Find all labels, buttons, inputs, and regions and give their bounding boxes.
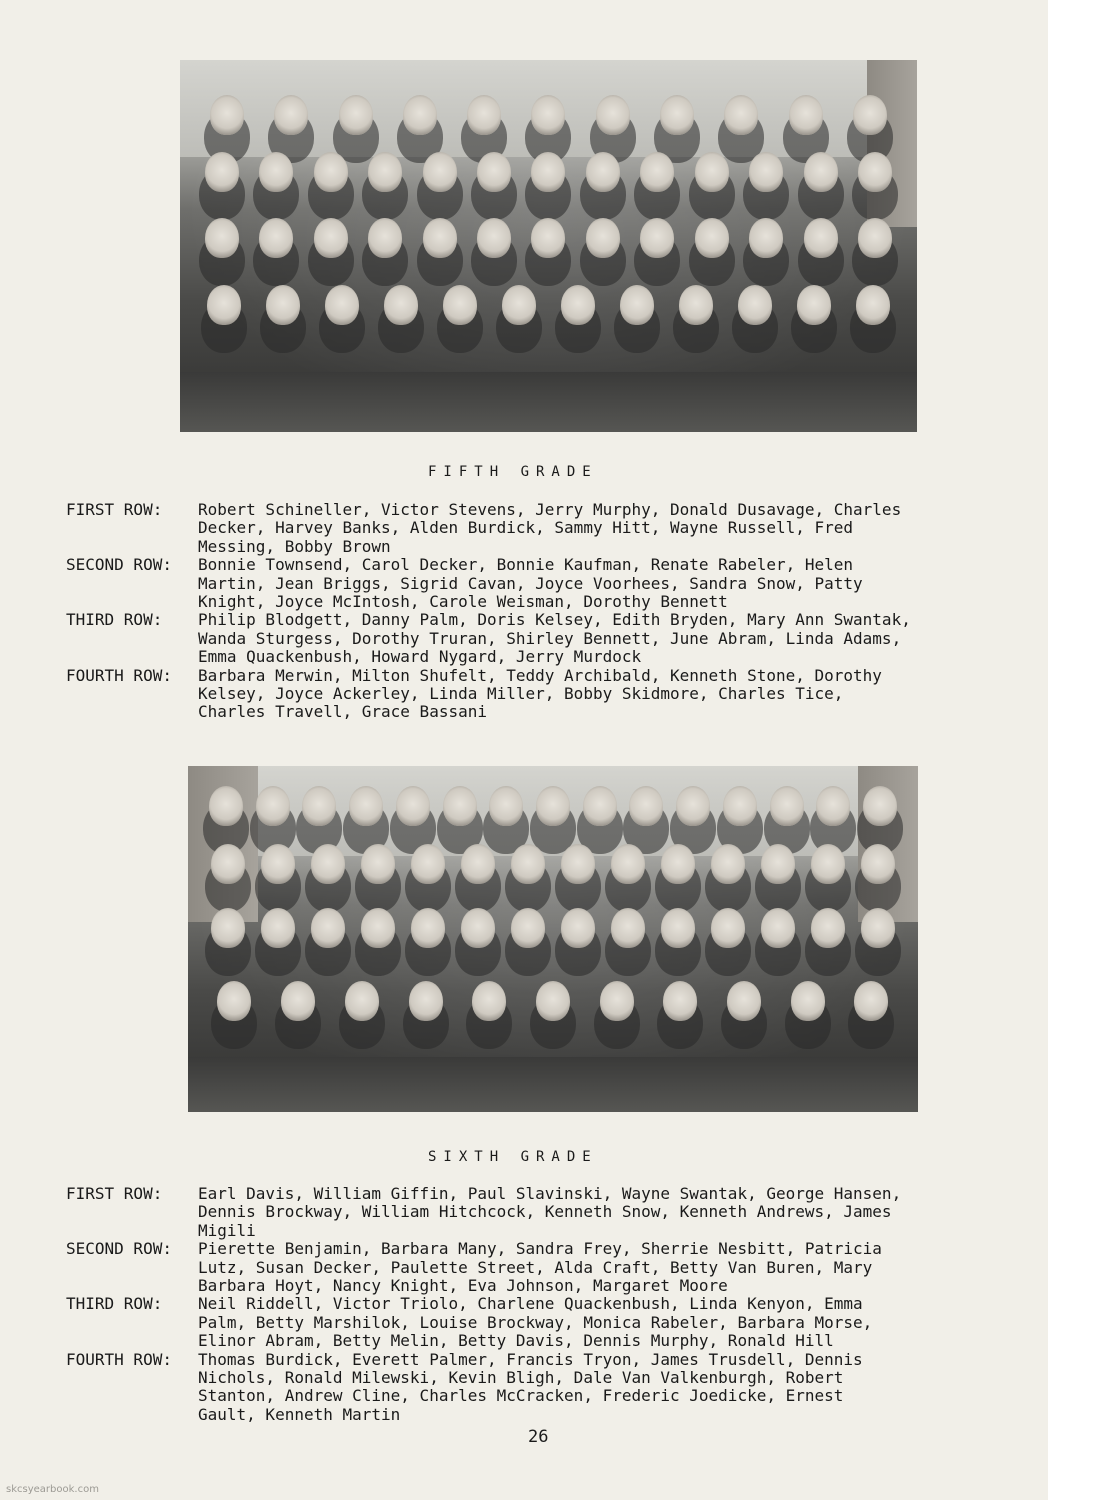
photo-row-2 (195, 152, 903, 192)
photo-row-3 (203, 908, 904, 948)
roster-row (66, 1240, 1026, 1295)
roster-row (66, 1295, 1026, 1350)
photo-row-3 (195, 218, 903, 258)
fifth-grade-title: FIFTH GRADE (428, 464, 598, 480)
photo-back-row (195, 95, 903, 135)
photo-front-row (195, 285, 903, 325)
row-label: SECOND ROW: (66, 1239, 172, 1259)
names-line: Martin, Jean Briggs, Sigrid Cavan, Joyce Voorhees, Sandra Snow, Patty (198, 573, 863, 593)
names-line: Messing, Bobby Brown (198, 536, 391, 556)
sixth-grade-roster (66, 1185, 1026, 1424)
names-line: Robert Schineller, Victor Stevens, Jerry Murphy, Donald Dusavage, Charles (198, 500, 902, 519)
page-number: 26 (528, 1427, 549, 1447)
roster-row (66, 667, 1026, 722)
row-names (198, 501, 1026, 556)
page-margin (1048, 0, 1100, 1500)
names-line: Earl Davis, William Giffin, Paul Slavinski, Wayne Swantak, George Hansen, (198, 1184, 902, 1203)
sixth-grade-class-photo (188, 766, 918, 1112)
names-line: Pierette Benjamin, Barbara Many, Sandra Frey, Sherrie Nesbitt, Patricia (198, 1239, 882, 1259)
names-line: Migili (198, 1220, 256, 1240)
names-line: Neil Riddell, Victor Triolo, Charlene Quackenbush, Linda Kenyon, Emma (198, 1294, 863, 1314)
roster-row (66, 611, 1026, 666)
row-names (198, 1295, 1026, 1350)
photo-front-row (203, 981, 904, 1021)
roster-row (66, 556, 1026, 611)
row-names (198, 1351, 1026, 1425)
row-label: THIRD ROW: (66, 610, 163, 630)
row-names (198, 1185, 1026, 1240)
row-names (198, 611, 1026, 666)
names-line: Charles Travell, Grace Bassani (198, 702, 487, 722)
row-label: SECOND ROW: (66, 555, 172, 575)
roster-row (66, 501, 1026, 556)
fifth-grade-class-photo (180, 60, 917, 432)
names-line: Palm, Betty Marshilok, Louise Brockway, Monica Rabeler, Barbara Morse, (198, 1312, 873, 1332)
photo-row-2 (203, 844, 904, 884)
names-line: Knight, Joyce McIntosh, Carole Weisman, Dorothy Bennett (198, 592, 728, 612)
source-watermark: skcsyearbook.com (6, 1484, 99, 1495)
names-line: Gault, Kenneth Martin (198, 1404, 401, 1424)
row-label: FIRST ROW: (66, 500, 163, 519)
names-line: Decker, Harvey Banks, Alden Burdick, Sammy Hitt, Wayne Russell, Fred (198, 518, 854, 538)
names-line: Stanton, Andrew Cline, Charles McCracken, Frederic Joedicke, Ernest (198, 1386, 844, 1406)
row-names (198, 1240, 1026, 1295)
row-label: FIRST ROW: (66, 1184, 163, 1203)
names-line: Barbara Merwin, Milton Shufelt, Teddy Archibald, Kenneth Stone, Dorothy (198, 665, 882, 685)
names-line: Thomas Burdick, Everett Palmer, Francis Tryon, James Trusdell, Dennis (198, 1349, 863, 1369)
names-line: Wanda Sturgess, Dorothy Truran, Shirley Bennett, June Abram, Linda Adams, (198, 628, 902, 648)
names-line: Nichols, Ronald Milewski, Kevin Bligh, Dale Van Valkenburgh, Robert (198, 1368, 844, 1388)
names-line: Philip Blodgett, Danny Palm, Doris Kelsey, Edith Bryden, Mary Ann Swantak, (198, 610, 911, 630)
fifth-grade-roster (66, 501, 1026, 722)
names-line: Dennis Brockway, William Hitchcock, Kenneth Snow, Kenneth Andrews, James (198, 1202, 892, 1222)
names-line: Bonnie Townsend, Carol Decker, Bonnie Kaufman, Renate Rabeler, Helen (198, 555, 854, 575)
row-label: THIRD ROW: (66, 1294, 163, 1314)
row-names (198, 667, 1026, 722)
names-line: Elinor Abram, Betty Melin, Betty Davis, Dennis Murphy, Ronald Hill (198, 1331, 834, 1351)
names-line: Kelsey, Joyce Ackerley, Linda Miller, Bobby Skidmore, Charles Tice, (198, 684, 844, 704)
sixth-grade-title: SIXTH GRADE (428, 1149, 598, 1165)
roster-row (66, 1351, 1026, 1425)
names-line: Barbara Hoyt, Nancy Knight, Eva Johnson, Margaret Moore (198, 1276, 728, 1296)
roster-row (66, 1185, 1026, 1240)
row-label: FOURTH ROW: (66, 665, 172, 685)
photo-back-row (203, 786, 904, 826)
row-names (198, 556, 1026, 611)
names-line: Emma Quackenbush, Howard Nygard, Jerry Murdock (198, 647, 642, 667)
row-label: FOURTH ROW: (66, 1349, 172, 1369)
names-line: Lutz, Susan Decker, Paulette Street, Alda Craft, Betty Van Buren, Mary (198, 1257, 873, 1277)
